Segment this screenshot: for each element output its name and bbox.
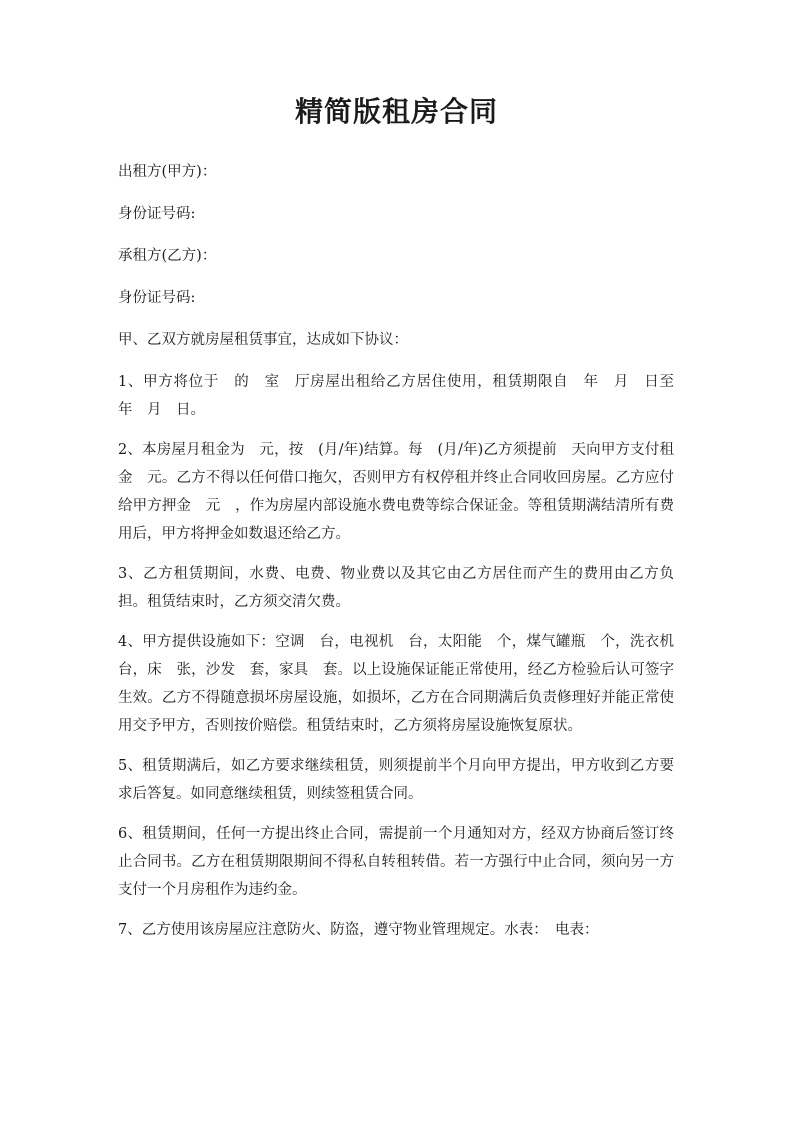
document-title: 精简版租房合同 (294, 95, 498, 128)
clause-4: 4、甲方提供设施如下：空调 台，电视机 台，太阳能 个，煤气罐瓶 个，洗衣机 台，床 张，沙发 套，家具 套。以上设施保证能正常使用，经乙方检验后认可签字生效。乙方不得随意损坏房屋设施，如损坏，乙方在合同期满后负责修理好并能正常使用交予甲方，否则按价赔偿。租赁结束时，乙方须将房屋设施恢复原状。 (118, 634, 689, 734)
lessee-id-field: 身份证号码: (118, 290, 196, 306)
agreement-intro: 甲、乙双方就房屋租赁事宜，达成如下协议： (118, 332, 408, 348)
clause-5: 5、租赁期满后，如乙方要求继续租赁，则须提前半个月向甲方提出，甲方收到乙方要求后答复。如同意继续租赁，则续签租赁合同。 (118, 758, 674, 802)
clause-7: 7、乙方使用该房屋应注意防火、防盗，遵守物业管理规定。水表： 电表： (118, 922, 599, 938)
lessor-id-field: 身份证号码: (118, 206, 196, 222)
clause-1: 1、甲方将位于 的 室 厅房屋出租给乙方居住使用，租赁期限自 年 月 日至 年 月 日。 (118, 374, 689, 418)
document-body (118, 158, 689, 956)
lessee-field: 承租方(乙方)： (118, 248, 217, 264)
clause-3: 3、乙方租赁期间，水费、电费、物业费以及其它由乙方居住而产生的费用由乙方负担。租赁结束时，乙方须交清欠费。 (118, 566, 674, 610)
clause-6: 6、租赁期间，任何一方提出终止合同，需提前一个月通知对方，经双方协商后签订终止合同书。乙方在租赁期限期间不得私自转租转借。若一方强行中止合同，须向另一方支付一个月房租作为违约金。 (118, 826, 674, 898)
clause-2: 2、本房屋月租金为 元，按 (月/年)结算。每 (月/年)乙方须提前 天向甲方支付租金 元。乙方不得以任何借口拖欠，否则甲方有权停租并终止合同收回房屋。乙方应付给甲方押金 元 ，作为房屋内部设施水费电费等综合保证金。等租赁期满结清所有费用后，甲方将押金如数退还给乙方。 (118, 442, 674, 542)
lessor-field: 出租方(甲方)： (118, 164, 217, 180)
